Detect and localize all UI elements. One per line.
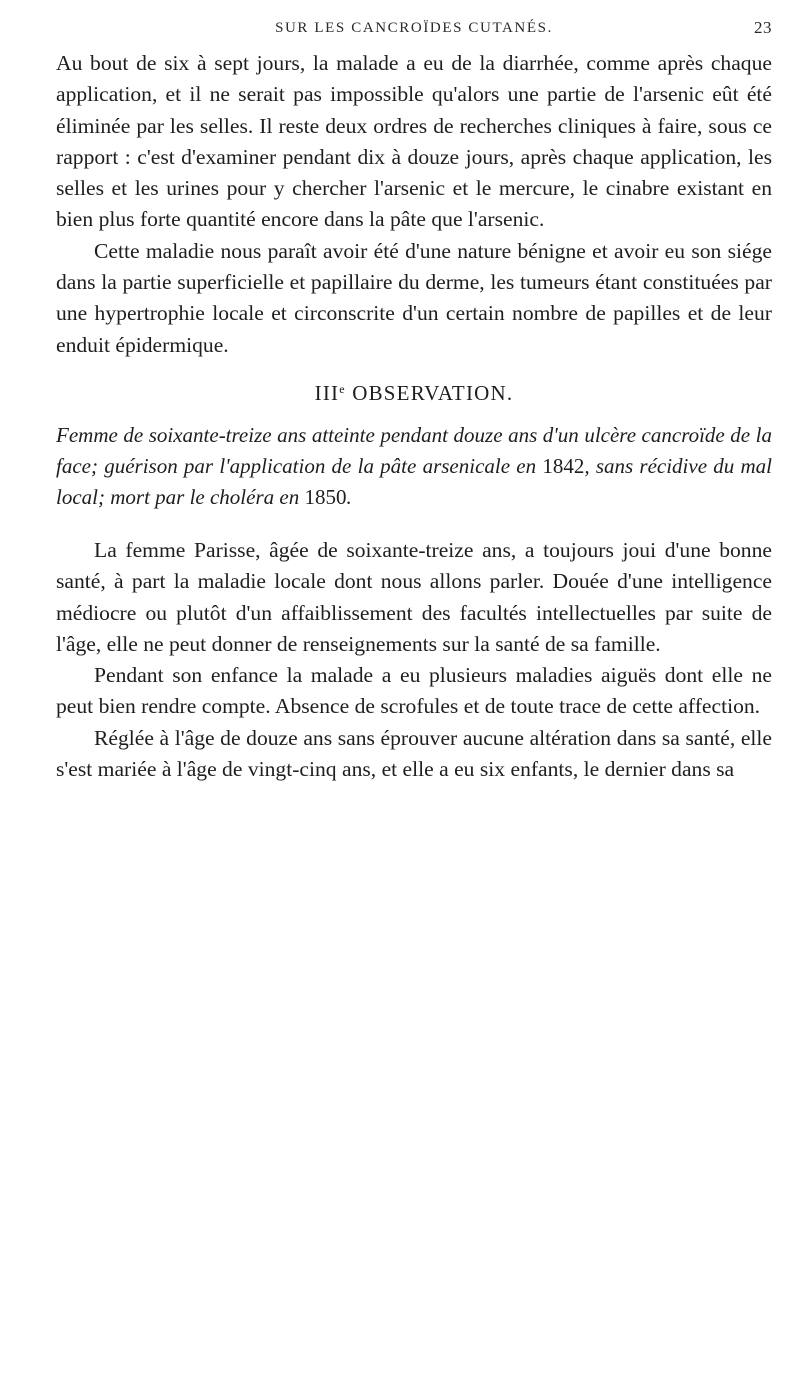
paragraph-nature: Cette maladie nous paraît avoir été d'une nature bénigne et avoir eu son siége dans la partie superficielle et papillaire du derme, les tumeurs étant constituées par une hypertrophie locale et circonscrite d'un certain nombre de papilles et de leur enduit épidermique. bbox=[56, 238, 772, 357]
book-page bbox=[56, 18, 772, 785]
running-title: SUR LES CANCROÏDES CUTANÉS. bbox=[275, 20, 553, 36]
summary-text-3: . bbox=[346, 484, 352, 509]
page-number: 23 bbox=[754, 18, 772, 37]
paragraph-patient: La femme Parisse, âgée de soixante-treize ans, a toujours joui d'une bonne santé, à part la maladie locale dont nous allons parler. Douée d'une intelligence médiocre ou plutôt d'un affaiblissement des facultés intellectuelles par suite de l'âge, elle ne peut donner de renseignements sur la santé de sa famille. bbox=[56, 537, 772, 656]
section-numeral: III bbox=[314, 380, 340, 405]
summary-year-1: 1842 bbox=[542, 453, 585, 478]
running-header bbox=[56, 18, 772, 48]
summary-text-1: Femme de soixante-treize ans atteinte pendant douze ans d'un ulcère cancroïde de la face; guérison par l'application de la pâte arsenicale en bbox=[56, 422, 772, 478]
section-heading bbox=[56, 381, 772, 406]
summary-text-2: , sans récidive du mal local; mort par le choléra en bbox=[56, 453, 772, 509]
observation-summary bbox=[56, 420, 772, 513]
section-numeral-suffix: e bbox=[339, 381, 346, 396]
paragraph-menses: Réglée à l'âge de douze ans sans éprouver aucune altération dans sa santé, elle s'est mariée à l'âge de vingt-cinq ans, et elle a eu six enfants, le dernier dans sa bbox=[56, 725, 772, 782]
section-title: OBSERVATION. bbox=[352, 380, 514, 405]
summary-year-2: 1850 bbox=[304, 484, 347, 509]
paragraph-diarrhea: Au bout de six à sept jours, la malade a eu de la diarrhée, comme après chaque application, et il ne serait pas impossible qu'alors une partie de l'arsenic eût été éliminée par les selles. Il reste deux ordres de recherches cliniques à faire, sous ce rapport : c'est d'examiner pendant dix à douze jours, après chaque application, les selles et les urines pour y chercher l'arsenic et le mercure, le cinabre existant en bien plus forte quantité encore dans la pâte que l'arsenic. bbox=[56, 51, 772, 232]
paragraph-childhood: Pendant son enfance la malade a eu plusieurs maladies aiguës dont elle ne peut bien rendre compte. Absence de scrofules et de toute trace de cette affection. bbox=[56, 663, 772, 719]
